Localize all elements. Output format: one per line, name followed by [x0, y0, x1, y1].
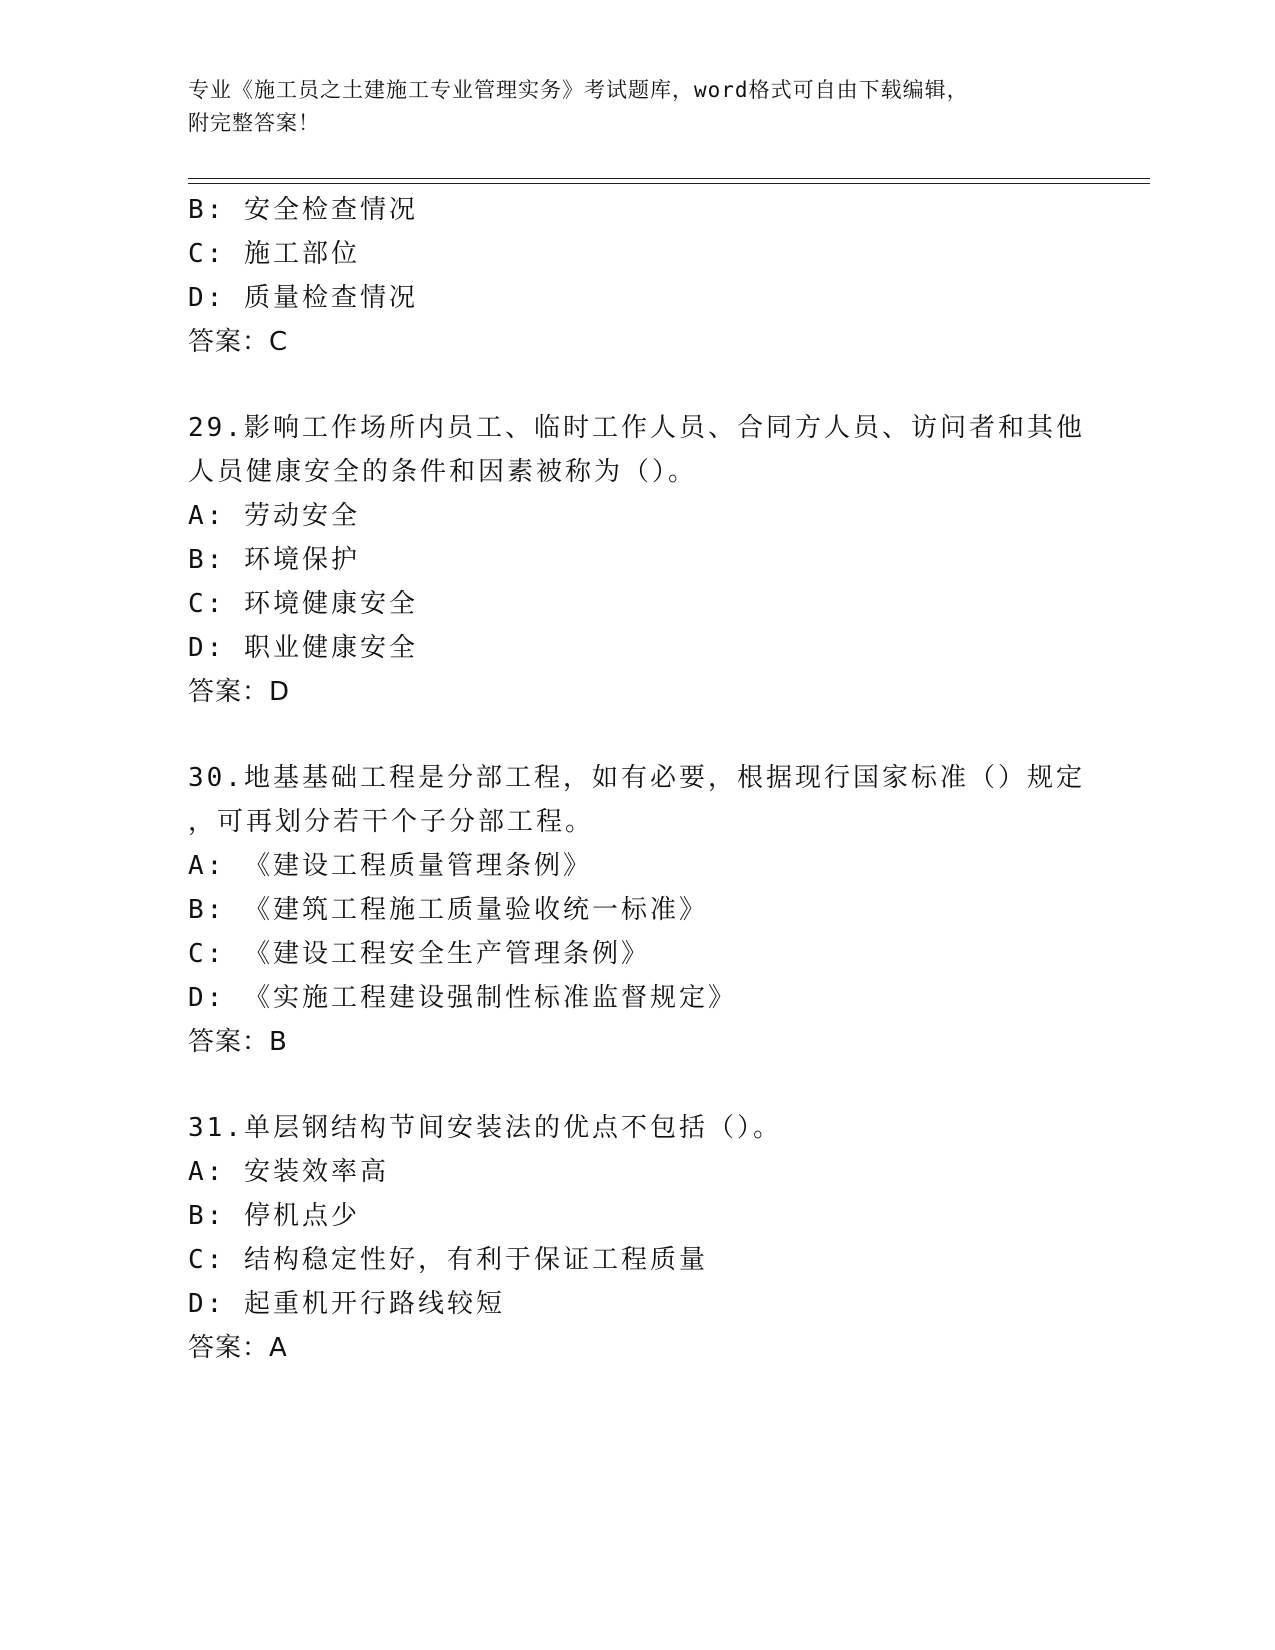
question-stem: ，可再划分若干个子分部工程。 [188, 807, 595, 837]
document-header [188, 74, 1088, 140]
header-divider-bottom [188, 183, 1150, 184]
option-c: C: 结构稳定性好，有利于保证工程质量 [188, 1245, 708, 1275]
option-d: D: 职业健康安全 [188, 633, 418, 663]
header-divider-top [188, 178, 1150, 179]
option-d: D: 《实施工程建设强制性标准监督规定》 [188, 983, 737, 1013]
header-line-2: 附完整答案！ [188, 111, 320, 135]
header-line-1: 专业《施工员之土建施工专业管理实务》考试题库，word格式可自由下载编辑， [188, 78, 969, 102]
answer: 答案：A [188, 1333, 288, 1363]
option-d: D: 起重机开行路线较短 [188, 1289, 505, 1319]
option-c: C: 施工部位 [188, 239, 360, 269]
option-b: B: 安全检查情况 [188, 195, 418, 225]
answer: 答案：B [188, 1027, 288, 1057]
question-stem: 30.地基基础工程是分部工程，如有必要，根据现行国家标准（）规定 [188, 763, 1085, 793]
option-c: C: 环境健康安全 [188, 589, 418, 619]
answer: 答案：D [188, 677, 291, 707]
answer: 答案：C [188, 327, 289, 357]
option-a: A: 《建设工程质量管理条例》 [188, 851, 592, 881]
question-stem: 31.单层钢结构节间安装法的优点不包括（）。 [188, 1113, 782, 1143]
option-c: C: 《建设工程安全生产管理条例》 [188, 939, 650, 969]
option-a: A: 劳动安全 [188, 501, 360, 531]
option-b: B: 停机点少 [188, 1201, 360, 1231]
question-stem: 人员健康安全的条件和因素被称为（）。 [188, 457, 698, 487]
question-stem: 29.影响工作场所内员工、临时工作人员、合同方人员、访问者和其他 [188, 413, 1085, 443]
option-a: A: 安装效率高 [188, 1157, 389, 1187]
option-b: B: 《建筑工程施工质量验收统一标准》 [188, 895, 708, 925]
option-d: D: 质量检查情况 [188, 283, 418, 313]
option-b: B: 环境保护 [188, 545, 360, 575]
